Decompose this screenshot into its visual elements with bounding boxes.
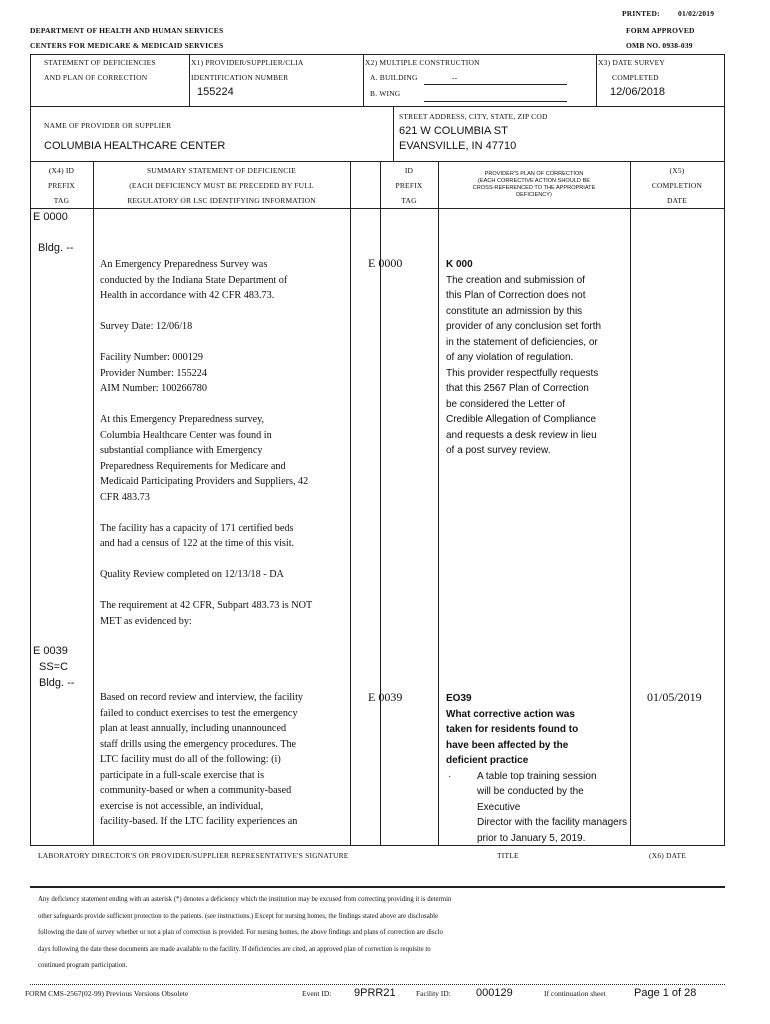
tag-prefix-e0039 xyxy=(33,643,74,691)
summary-paragraph: The requirement at 42 CFR, Subpart 483.73 is NOT MET as evidenced by: xyxy=(100,600,313,627)
response-title: EO39 xyxy=(446,693,472,704)
survey-date: 12/06/2018 xyxy=(610,86,666,98)
address-line-1: 621 W COLUMBIA ST xyxy=(399,125,508,137)
building-underline xyxy=(424,84,567,85)
printed-date: 01/02/2019 xyxy=(678,9,715,18)
page-number: Page 1 of 28 xyxy=(634,987,697,999)
summary-header: SUMMARY STATEMENT OF DEFICIENCIE xyxy=(147,166,296,175)
deficiency-summary-e0000 xyxy=(100,257,348,645)
id-header-2: PREFIX xyxy=(395,181,423,190)
scope-severity: SS=C xyxy=(39,661,69,673)
tag-prefix: E 0039 xyxy=(33,645,68,657)
x1-label: X1) PROVIDER/SUPPLIER/CLIA xyxy=(191,58,304,67)
id-header: ID xyxy=(404,166,414,175)
correction-plan-e0039 xyxy=(446,691,628,846)
divider xyxy=(630,161,631,846)
plan-header-line: DEFICIENCY) xyxy=(516,192,552,198)
summary-paragraph: The facility has a capacity of 171 certified beds and had a census of 122 at the time of this visit. xyxy=(100,522,295,549)
divider xyxy=(350,161,351,846)
signature-rule xyxy=(30,886,725,888)
address-label: STREET ADDRESS, CITY, STATE, ZIP COD xyxy=(399,112,548,121)
summary-paragraph: Quality Review completed on 12/13/18 - DA xyxy=(100,569,284,580)
tag-prefix-e0000: E 0000 xyxy=(33,211,68,223)
summary-paragraph: At this Emergency Preparedness survey, Columbia Healthcare Center was found in substantial compliance with Emergency Preparedness Requirements for Medicare and Medicaid Participating Providers and Suppliers, 42 CFR 483.73 xyxy=(100,414,309,503)
summary-header-3: REGULATORY OR LSC IDENTIFYING INFORMATION xyxy=(127,196,316,205)
response-text: The creation and submission of this Plan of Correction does not constitute an admission by this provider of any conclusion set forth in the statement of deficiencies, or of any violation of regulation. This provider respectfully requests that this 2567 Plan of Correction be considered the Letter of Credible Allegation of Compliance and requests a desk review in lieu of a post survey review. xyxy=(446,274,602,456)
x3-label-2: COMPLETED xyxy=(612,73,659,82)
response-question: What corrective action was taken for residents found to have been affected by the deficient practice xyxy=(446,708,579,766)
x5-header-3: DATE xyxy=(667,196,687,205)
x4-header-2: PREFIX xyxy=(47,181,76,190)
id-tag-e0000: E 0000 xyxy=(368,256,403,270)
divider xyxy=(30,106,725,107)
plan-header-line: CROSS-REFERENCED TO THE APPROPRIATE xyxy=(472,185,596,191)
event-id: 9PRR21 xyxy=(354,987,396,999)
title-label: TITLE xyxy=(497,851,519,860)
provider-number: 155224 xyxy=(197,86,234,98)
summary-paragraph: An Emergency Preparedness Survey was conducted by the Indiana State Department of Health in accordance with 42 CFR 483.73. xyxy=(100,259,288,301)
correction-plan-e0000 xyxy=(446,257,628,459)
response-title: K 000 xyxy=(446,259,473,270)
bldg-label: Bldg. -- xyxy=(38,242,74,254)
statement-label-2: AND PLAN OF CORRECTION xyxy=(44,73,148,82)
divider xyxy=(393,106,394,161)
bullet-icon: · xyxy=(448,770,452,782)
plan-header xyxy=(438,171,630,199)
provider-name: COLUMBIA HEALTHCARE CENTER xyxy=(44,140,226,152)
form-right-border xyxy=(724,54,725,846)
summary-header-2: (EACH DEFICIENCY MUST BE PRECEDED BY FULL xyxy=(129,181,314,190)
response-text: A table top training session will be conducted by the Executive Director with the facility managers prior to January 5, 2019. xyxy=(477,770,628,844)
plan-header-line: (EACH CORRECTIVE ACTION SHOULD BE xyxy=(478,178,590,184)
building-label: A. BUILDING xyxy=(370,73,418,82)
event-id-label: Event ID: xyxy=(302,989,332,998)
wing-label: B. WING xyxy=(370,89,401,98)
building-value: -- xyxy=(452,73,458,82)
provider-name-label: NAME OF PROVIDER OR SUPPLIER xyxy=(44,121,172,130)
x4-header: (X4) ID xyxy=(48,166,75,175)
form-number: FORM CMS-2567(02-99) Previous Versions Obsolete xyxy=(25,989,189,998)
bldg-label: Bldg. -- xyxy=(39,677,75,689)
facility-id: 000129 xyxy=(476,987,513,999)
x5-header: (X5) xyxy=(669,166,685,175)
completion-date: 01/05/2019 xyxy=(647,690,702,704)
x4-header-3: TAG xyxy=(53,196,70,205)
form-top-border xyxy=(30,54,725,55)
printed-label: PRINTED: xyxy=(622,9,660,18)
id-header-3: TAG xyxy=(401,196,417,205)
id-tag-e0039: E 0039 xyxy=(368,690,403,704)
response-bullet-item xyxy=(446,769,628,847)
x2-label: X2) MULTIPLE CONSTRUCTION xyxy=(365,58,480,67)
x1-label-2: IDENTIFICATION NUMBER xyxy=(191,73,289,82)
divider xyxy=(93,161,94,846)
divider xyxy=(189,54,190,106)
footer-rule xyxy=(30,984,725,985)
continuation-label: If continuation sheet xyxy=(544,989,606,998)
facility-id-label: Facility ID: xyxy=(416,989,451,998)
x3-label: X3) DATE SURVEY xyxy=(598,58,665,67)
centers-name: CENTERS FOR MEDICARE & MEDICAID SERVICES xyxy=(30,41,224,50)
plan-header-line: PROVIDER'S PLAN OF CORRECTION xyxy=(484,171,584,177)
x5-header-2: COMPLETION xyxy=(651,181,703,190)
wing-underline xyxy=(424,101,567,102)
deficiency-footnote: Any deficiency statement ending with an asterisk (*) denotes a deficiency which the institution may be excused from correcting providing it is determin other safeguards provide sufficient protection to the patients. (see instructions.) Except for nursing homes, the findings stated above are disclosable following the date of survey whether or not a plan of correction is provided. For nursing homes, the above findings and plans of correction are disclo days following the date these documents are made available to the facility. If deficiencies are cited, an approved plan of correction is requisite to continued program participation. xyxy=(38,896,452,969)
deficiency-summary-e0039: Based on record review and interview, the facility failed to conduct exercises to test the emergency plan at least annually, including unannounced staff drills using the emergency procedures. The LTC facility must do all of the following: (i) participate in a full-scale exercise that is community-based or when a community-based exercise is not accessible, an individual, facility-based. If the LTC facility experiences an xyxy=(100,692,304,827)
summary-paragraph: Survey Date: 12/06/18 xyxy=(100,321,193,332)
divider xyxy=(438,161,439,846)
divider xyxy=(30,161,725,162)
divider xyxy=(30,208,725,209)
date-label: (X6) DATE xyxy=(649,851,687,860)
statement-label: STATEMENT OF DEFICIENCIES xyxy=(44,58,156,67)
divider xyxy=(596,54,597,106)
director-signature-label: LABORATORY DIRECTOR'S OR PROVIDER/SUPPLIER REPRESENTATIVE'S SIGNATURE xyxy=(38,851,349,860)
summary-paragraph: Facility Number: 000129 Provider Number: 155224 AIM Number: 100266780 xyxy=(100,352,207,394)
form-approved: FORM APPROVED xyxy=(626,26,695,35)
address-line-2: EVANSVILLE, IN 47710 xyxy=(399,140,517,152)
department-name: DEPARTMENT OF HEALTH AND HUMAN SERVICES xyxy=(30,26,224,35)
divider xyxy=(363,54,364,106)
omb-number: OMB NO. 0938-039 xyxy=(626,41,693,50)
